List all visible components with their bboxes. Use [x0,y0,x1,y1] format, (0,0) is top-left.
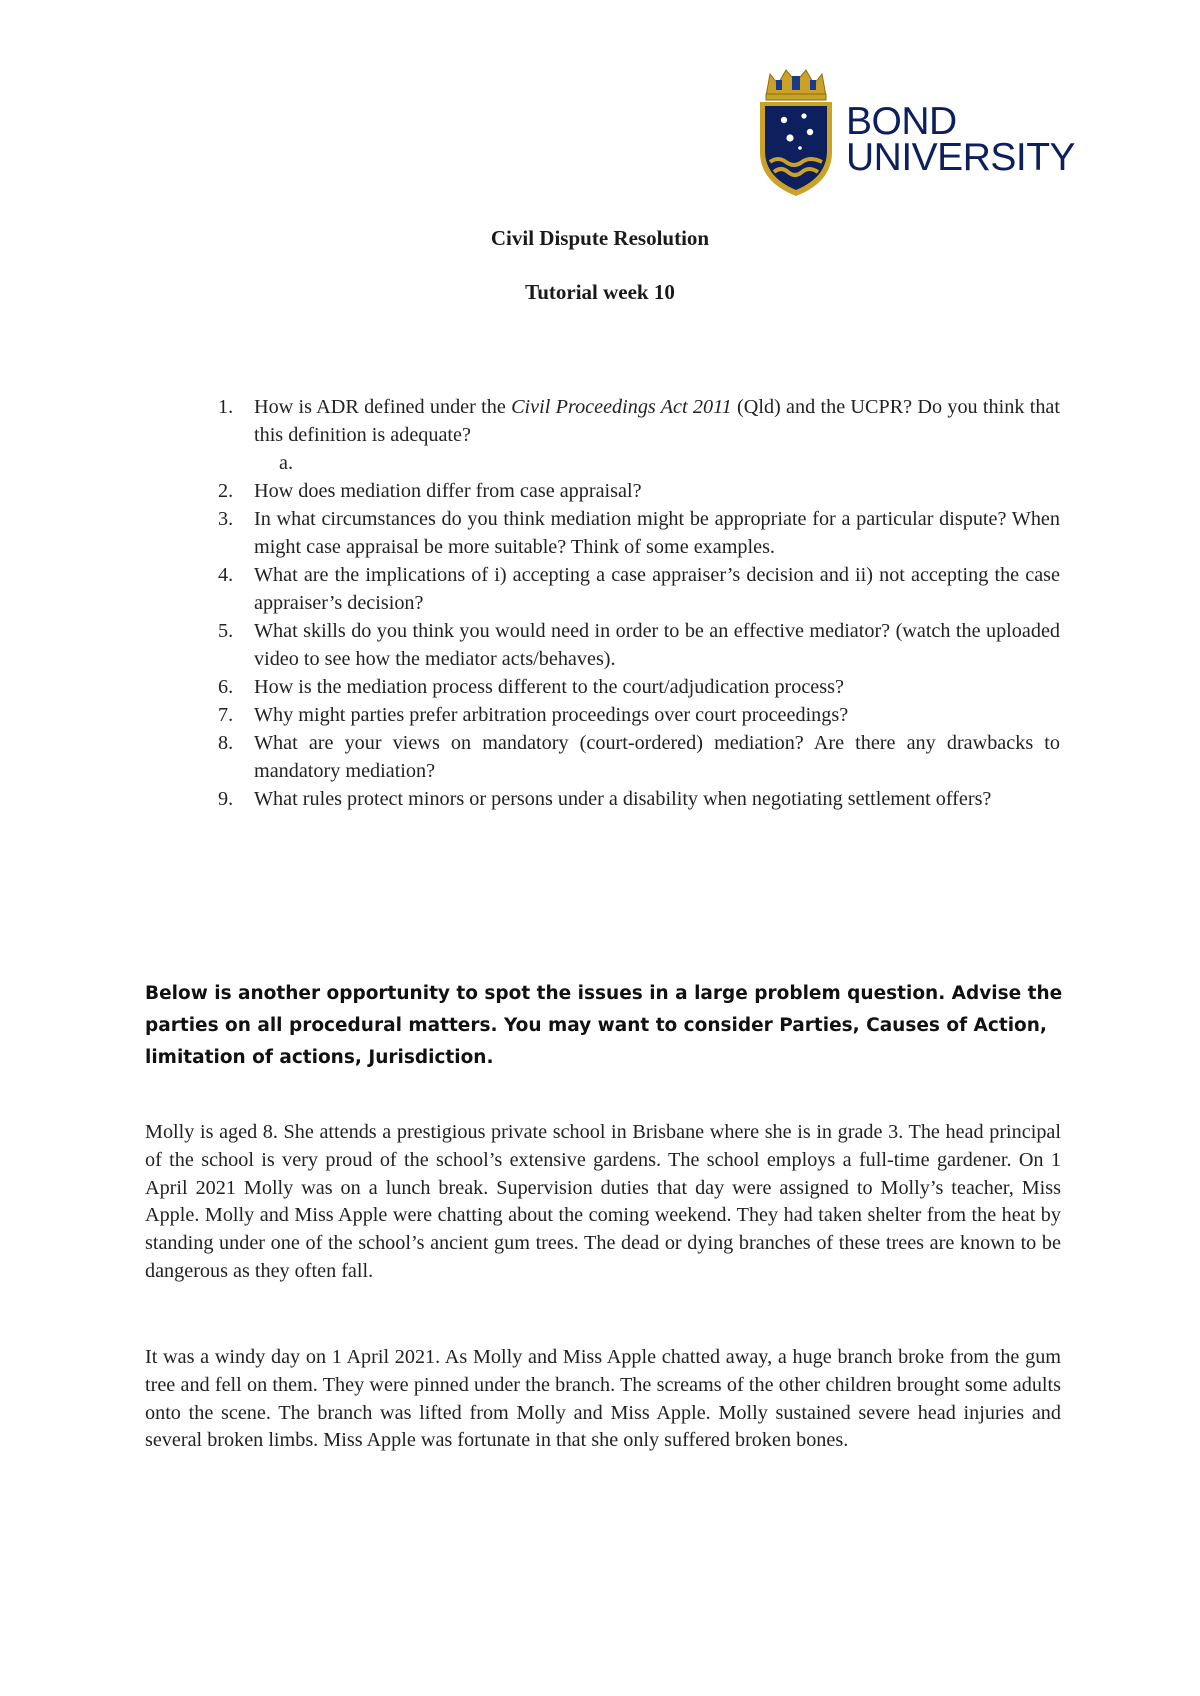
problem-question-heading: Below is another opportunity to spot the issues in a large problem question. Advise the parties on all procedural matters. You may want to consider Parties, Causes of Action, limitation of actions, Jurisdiction. [145,983,1063,1068]
question-item [208,561,1060,617]
course-title: Civil Dispute Resolution [490,226,710,250]
question-item [208,617,1060,673]
question-item [208,477,1060,505]
question-number: 2. [218,480,234,502]
question-subitem: a. [279,452,294,474]
problem-paragraph-1: Molly is aged 8. She attends a prestigious private school in Brisbane where she is in grade 3. The head principal of the school is very proud of the school’s extensive gardens. The school employs a full-time gardener. On 1 April 2021 Molly was on a lunch break. Supervision duties that day were assigned to Molly’s teacher, Miss Apple. Molly and Miss Apple were chatting about the coming weekend. They had taken shelter from the heat by standing under one of the school’s ancient gum trees. The dead or dying branches of these trees are known to be dangerous as they often fall. [145,1121,1061,1282]
question-number: 1. [218,396,234,418]
question-text: What rules protect minors or persons under a disability when negotiating settlement offers? [254,788,992,810]
question-number: 7. [218,704,234,726]
question-number: 3. [218,508,234,530]
question-text-end: (Qld) and the UCPR? Do you think that this definition is adequate? [254,396,1060,446]
university-wordmark [846,100,1076,179]
question-text-start: How is ADR defined under the [254,396,512,418]
question-text: Why might parties prefer arbitration proceedings over court proceedings? [254,704,849,726]
tutorial-questions-list [208,393,1060,813]
logo-line-1: BOND [846,100,957,143]
question-item [208,505,1060,561]
question-text: In what circumstances do you think mediation might be appropriate for a particular dispute? When might case appraisal be more suitable? Think of some examples. [254,508,1060,558]
question-item [208,673,1060,701]
question-number: 6. [218,676,234,698]
question-text: What are your views on mandatory (court-ordered) mediation? Are there any drawbacks to mandatory mediation? [254,732,1060,782]
question-number: 4. [218,564,234,586]
question-item [208,393,1060,477]
question-text: What are the implications of i) accepting a case appraiser’s decision and ii) not accepting the case appraiser’s decision? [254,564,1060,614]
problem-paragraph-2: It was a windy day on 1 April 2021. As Molly and Miss Apple chatted away, a huge branch broke from the gum tree and fell on them. They were pinned under the branch. The screams of the other children brought some adults onto the scene. The branch was lifted from Molly and Miss Apple. Molly sustained severe head injuries and several broken limbs. Miss Apple was fortunate in that she only suffered broken bones. [145,1346,1061,1452]
question-number: 9. [218,788,234,810]
question-item [208,701,1060,729]
logo-line-2: UNIVERSITY [846,135,1076,179]
act-title: Civil Proceedings Act 2011 [511,396,732,418]
question-number: 5. [218,620,234,642]
question-text: What skills do you think you would need in order to be an effective mediator? (watch the uploaded video to see how the mediator acts/behaves). [254,620,1060,670]
university-crest-icon [754,66,838,198]
question-number: 8. [218,732,234,754]
bond-university-logo [754,66,1076,198]
question-item [208,729,1060,785]
question-item [208,785,1060,813]
question-text: How does mediation differ from case appraisal? [254,480,642,502]
tutorial-title: Tutorial week 10 [525,280,675,304]
question-text: How is the mediation process different to the court/adjudication process? [254,676,844,698]
